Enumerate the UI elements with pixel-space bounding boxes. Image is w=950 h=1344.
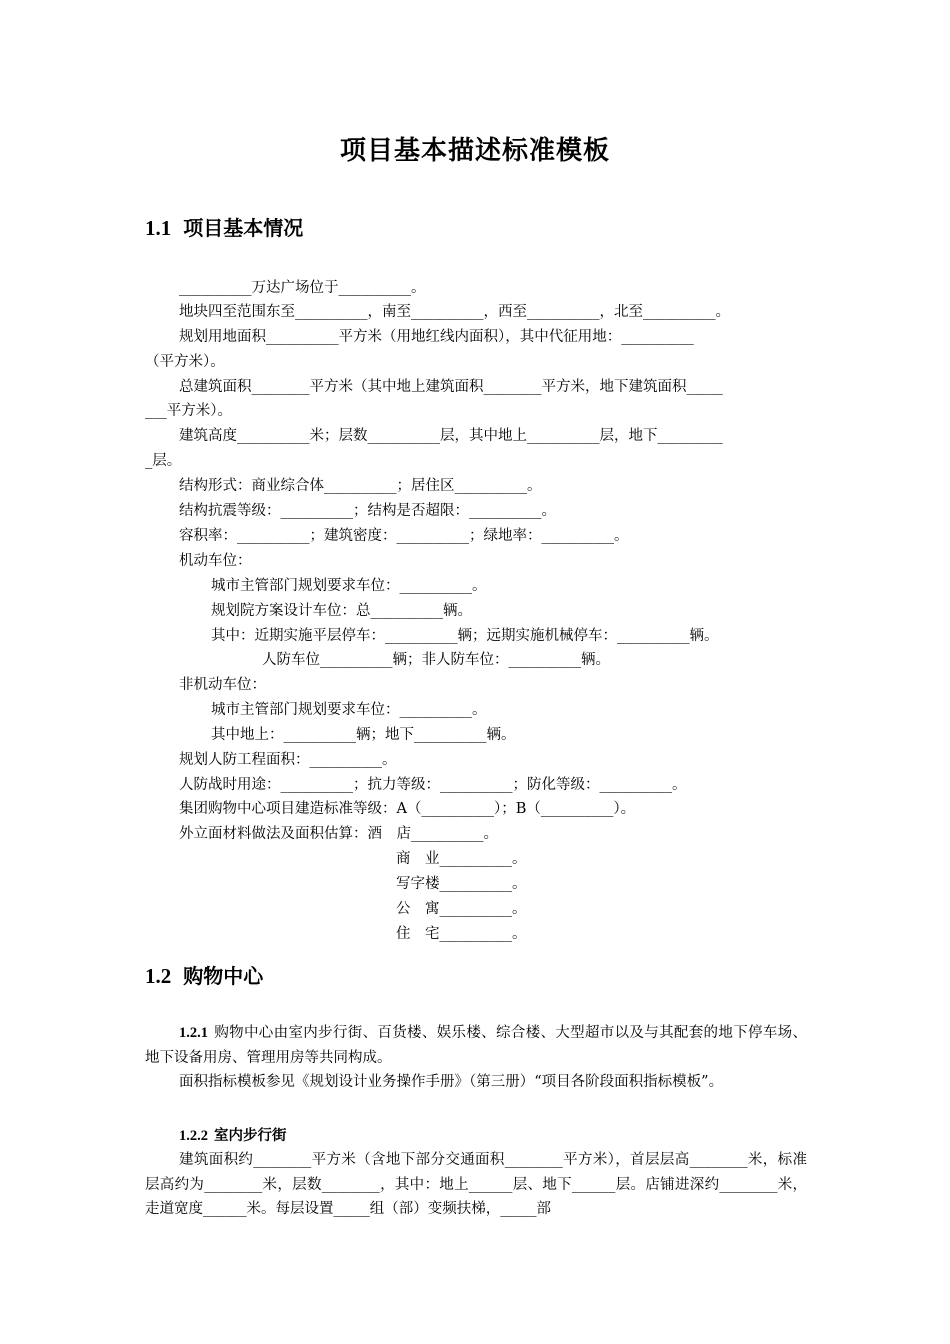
- text-line: 地块四至范围东至__________，南至__________，西至__________，北至__________。: [179, 304, 730, 320]
- paragraph-text: 购物中心由室内步行街、百货楼、娱乐楼、综合楼、大型超市以及与其配套的地下停车场、地下设备用房、管理用房等共同构成。: [145, 1025, 807, 1066]
- subsection-1-2-2-heading: [179, 1124, 287, 1145]
- section-title: 项目基本情况: [183, 216, 304, 240]
- text-line: （平方米）。: [145, 354, 225, 370]
- text-line: 规划用地面积__________平方米（用地红线内面积），其中代征用地：__________: [179, 329, 694, 345]
- text-line: 规划院方案设计车位：总__________辆。: [211, 603, 472, 619]
- text-line: 集团购物中心项目建造标准等级：A（__________）；B（__________）。: [179, 801, 636, 817]
- paragraph-1-2-2: [145, 1148, 807, 1222]
- section-number: 1.2: [145, 964, 172, 988]
- subsection-title: 室内步行街: [214, 1128, 287, 1144]
- text-line: 规划人防工程面积：__________。: [179, 752, 397, 768]
- text-line: _层。: [145, 453, 182, 469]
- text-line: 写字楼__________。: [396, 876, 527, 892]
- text-line: 外立面材料做法及面积估算：酒 店__________。: [179, 826, 498, 842]
- paragraph-number: 1.2.1: [179, 1025, 208, 1041]
- text-line: 人防战时用途：__________；抗力等级：__________；防化等级：__________。: [179, 777, 687, 793]
- text-line: 城市主管部门规划要求车位：__________。: [211, 578, 487, 594]
- text-line: 容积率：__________；建筑密度：__________；绿地率：__________。: [179, 528, 629, 544]
- text-line: 住 宅__________。: [396, 926, 527, 942]
- document-title: 项目基本描述标准模板: [339, 136, 610, 166]
- text-line: 其中地上：__________辆；地下__________辆。: [211, 727, 516, 743]
- text-line: __________万达广场位于__________。: [179, 280, 426, 296]
- section-1-1-heading: [145, 212, 303, 241]
- text-line: 其中：近期实施平层停车：__________辆；远期实施机械停车：__________辆。: [211, 628, 719, 644]
- text-line: ___平方米）。: [145, 403, 232, 419]
- section-title: 购物中心: [183, 964, 264, 988]
- text-line: 结构形式：商业综合体__________；居住区__________。: [179, 478, 542, 494]
- text-line: 结构抗震等级：__________；结构是否超限：__________。: [179, 503, 556, 519]
- text-line: 人防车位__________辆；非人防车位：__________辆。: [262, 652, 610, 668]
- paragraph-1-2-1: [145, 1021, 807, 1095]
- text-line: 城市主管部门规划要求车位：__________。: [211, 702, 487, 718]
- text-line: 非机动车位：: [179, 677, 266, 693]
- section-1-2-heading: [145, 960, 263, 989]
- paragraph-text: 面积指标模板参见《规划设计业务操作手册》（第三册）“项目各阶段面积指标模板”。: [179, 1074, 724, 1090]
- text-line: 建筑高度__________米；层数__________层，其中地上__________层，地下_________: [179, 428, 723, 444]
- paragraph-text: 建筑面积约________平方米（含地下部分交通面积________平方米），首层层高________米，标准层高约为________米，层数________，其中：地上______层、地下______层。店铺进深约________米，走道宽度______米。每层设置_____组（部）变频扶梯，_____部: [145, 1152, 807, 1217]
- text-line: 总建筑面积________平方米（其中地上建筑面积________平方米，地下建筑面积_____: [179, 379, 723, 395]
- section-number: 1.1: [145, 216, 172, 240]
- text-line: 机动车位：: [179, 553, 252, 569]
- subsection-number: 1.2.2: [179, 1128, 208, 1144]
- text-line: 商 业__________。: [396, 851, 527, 867]
- text-line: 公 寓__________。: [396, 901, 527, 917]
